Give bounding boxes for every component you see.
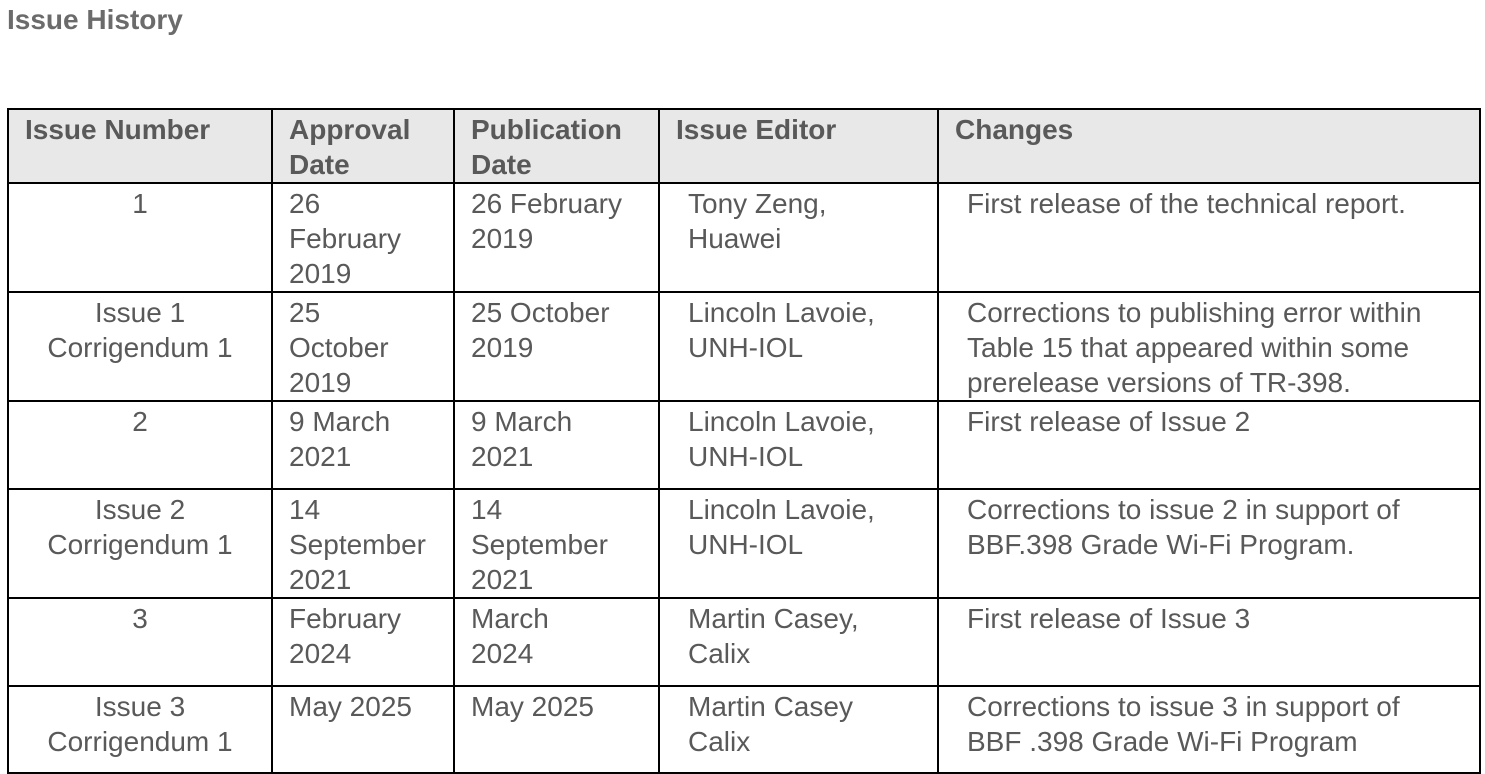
header-changes: Changes bbox=[938, 109, 1480, 183]
page-title: Issue History bbox=[7, 4, 183, 35]
table-row bbox=[8, 401, 1480, 489]
cell-changes: First release of Issue 2 bbox=[938, 401, 1480, 489]
cell-publication-date: May 2025 bbox=[454, 686, 659, 773]
cell-issue-number: Issue 2 Corrigendum 1 bbox=[8, 489, 272, 598]
header-approval-date: Approval Date bbox=[272, 109, 454, 183]
cell-changes: Corrections to publishing error within Table 15 that appeared within some prerelease versions of TR-398. bbox=[938, 292, 1480, 401]
cell-approval-date: 26 February 2019 bbox=[272, 183, 454, 292]
header-publication-date: Publication Date bbox=[454, 109, 659, 183]
table-row bbox=[8, 292, 1480, 401]
header-issue-editor: Issue Editor bbox=[659, 109, 938, 183]
cell-changes: Corrections to issue 3 in support of BBF .398 Grade Wi-Fi Program bbox=[938, 686, 1480, 773]
cell-approval-date: February 2024 bbox=[272, 598, 454, 686]
cell-publication-date: 9 March 2021 bbox=[454, 401, 659, 489]
cell-publication-date: 25 October 2019 bbox=[454, 292, 659, 401]
cell-issue-editor: Lincoln Lavoie, UNH-IOL bbox=[659, 292, 938, 401]
cell-changes: First release of the technical report. bbox=[938, 183, 1480, 292]
table-header-row bbox=[8, 109, 1480, 183]
table-row bbox=[8, 598, 1480, 686]
cell-approval-date: 25 October 2019 bbox=[272, 292, 454, 401]
cell-issue-number: 1 bbox=[8, 183, 272, 292]
cell-publication-date: 14 September 2021 bbox=[454, 489, 659, 598]
cell-issue-editor: Martin Casey Calix bbox=[659, 686, 938, 773]
cell-changes: Corrections to issue 2 in support of BBF.398 Grade Wi-Fi Program. bbox=[938, 489, 1480, 598]
cell-issue-editor: Lincoln Lavoie, UNH-IOL bbox=[659, 401, 938, 489]
table-row bbox=[8, 489, 1480, 598]
cell-changes: First release of Issue 3 bbox=[938, 598, 1480, 686]
cell-issue-number: Issue 3 Corrigendum 1 bbox=[8, 686, 272, 773]
table-row bbox=[8, 686, 1480, 773]
cell-issue-editor: Martin Casey, Calix bbox=[659, 598, 938, 686]
cell-publication-date: 26 February 2019 bbox=[454, 183, 659, 292]
cell-approval-date: May 2025 bbox=[272, 686, 454, 773]
cell-issue-number: Issue 1 Corrigendum 1 bbox=[8, 292, 272, 401]
cell-publication-date: March 2024 bbox=[454, 598, 659, 686]
cell-issue-number: 3 bbox=[8, 598, 272, 686]
table-row bbox=[8, 183, 1480, 292]
cell-issue-editor: Tony Zeng, Huawei bbox=[659, 183, 938, 292]
issue-history-table bbox=[7, 108, 1481, 774]
cell-approval-date: 9 March 2021 bbox=[272, 401, 454, 489]
cell-approval-date: 14 September 2021 bbox=[272, 489, 454, 598]
cell-issue-number: 2 bbox=[8, 401, 272, 489]
header-issue-number: Issue Number bbox=[8, 109, 272, 183]
cell-issue-editor: Lincoln Lavoie, UNH-IOL bbox=[659, 489, 938, 598]
